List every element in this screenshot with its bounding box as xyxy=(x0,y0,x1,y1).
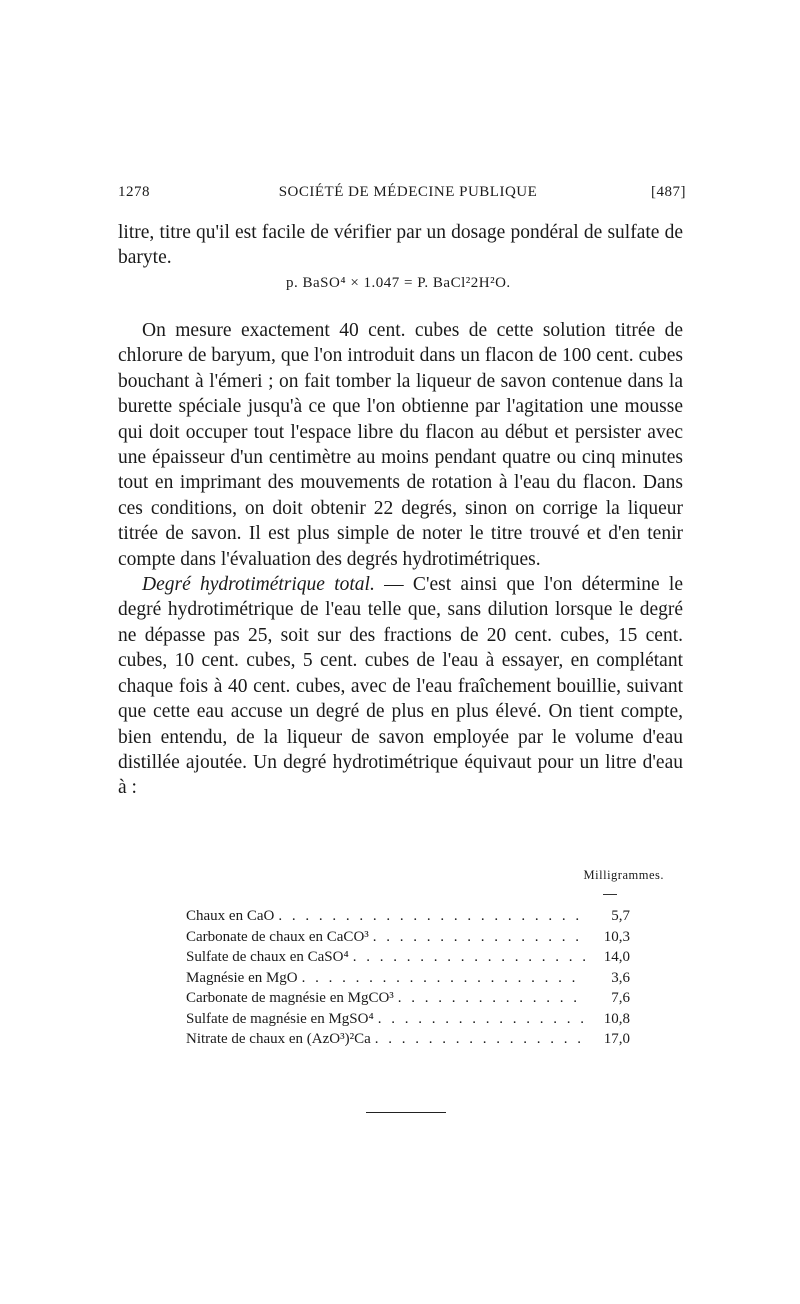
row-label: Carbonate de chaux en CaCO³ xyxy=(186,928,369,945)
running-title: SOCIÉTÉ DE MÉDECINE PUBLIQUE xyxy=(278,184,538,200)
row-value: 5,7 xyxy=(611,908,630,924)
unit-label: Milligrammes. xyxy=(583,868,664,882)
paragraph-1 xyxy=(118,220,683,271)
row-label: Chaux en CaO xyxy=(186,908,275,924)
row-label: Magnésie en MgO xyxy=(186,969,298,986)
row-label: Sulfate de magnésie en MgSO⁴ xyxy=(186,1010,374,1027)
table-row xyxy=(186,947,630,968)
table-row xyxy=(186,1029,630,1050)
page-reference: [487] xyxy=(651,184,686,200)
page-number: 1278 xyxy=(118,184,150,200)
table-row xyxy=(186,988,630,1009)
row-label: Nitrate de chaux en (AzO³)²Ca xyxy=(186,1031,371,1047)
row-value: 17,0 xyxy=(603,1031,630,1047)
section-heading: Degré hydrotimétrique total. xyxy=(142,574,375,596)
section-end-rule xyxy=(366,1112,446,1113)
table-row xyxy=(186,927,630,948)
leader-dots xyxy=(298,968,586,989)
paragraph-3-text: — C'est ainsi que l'on détermine le degré hydrotimétrique de l'eau telle que, sans dilution lorsque le degré ne dépasse pas 25, soit sur des fractions de 20 cent. cubes, 15 cent. cubes, 10 cent. cubes, 5 cent. cubes de l'eau à essayer, en complétant chaque fois à 40 cent. cubes, avec de l'eau fraîchement bouillie, suivant que cette eau accuse un degré de plus en plus élevé. On tient compte, bien entendu, de la liqueur de savon employée par le volume d'eau distillée ajoutée. Un degré hydrotimétrique équivaut pour un litre d'eau à : xyxy=(118,574,683,799)
equation: p. BaSO⁴ × 1.047 = P. BaCl²2H²O. xyxy=(286,275,511,291)
paragraph-text: litre, titre qu'il est facile de vérifier par un dosage pondéral de sulfate de baryte. xyxy=(118,222,683,269)
leader-dots xyxy=(369,927,586,948)
table-row xyxy=(186,1009,630,1030)
leader-dots xyxy=(394,988,586,1009)
row-value: 10,3 xyxy=(603,928,630,945)
row-value: 7,6 xyxy=(611,990,630,1006)
paragraph-2: On mesure exactement 40 cent. cubes de cette solution titrée de chlorure de baryum, que l'on introduit dans un flacon de 100 cent. cubes bouchant à l'émeri ; on fait tomber la liqueur de savon contenue dans la burette spéciale jusqu'à ce que l'on obtienne par l'agitation une mousse qui doit occuper tout l'espace libre du flacon au début et persister avec une épaisseur d'un centimètre au moins pendant quatre ou cinq minutes tout en imprimant des mouvements de rotation à l'eau du flacon. Dans ces conditions, on doit obtenir 22 degrés, sinon on corrige la liqueur titrée de savon. Il est plus simple de noter le titre trouvé et d'en tenir compte dans l'évaluation des degrés hydrotimétriques. xyxy=(118,320,683,570)
body-text xyxy=(118,318,683,801)
table-row xyxy=(186,968,630,989)
leader-dots xyxy=(371,1029,586,1050)
row-value: 14,0 xyxy=(603,949,630,965)
row-label: Carbonate de magnésie en MgCO³ xyxy=(186,990,394,1006)
row-label: Sulfate de chaux en CaSO⁴ xyxy=(186,949,349,965)
leader-dots xyxy=(349,947,586,968)
row-value: 3,6 xyxy=(611,969,630,986)
row-value: 10,8 xyxy=(603,1010,630,1027)
leader-dots xyxy=(374,1009,586,1030)
leader-dots xyxy=(274,906,586,927)
table-row xyxy=(186,906,630,927)
paragraph-3 xyxy=(118,572,683,801)
equivalence-table xyxy=(186,906,630,1050)
unit-rule xyxy=(603,894,617,895)
running-header xyxy=(118,184,686,206)
